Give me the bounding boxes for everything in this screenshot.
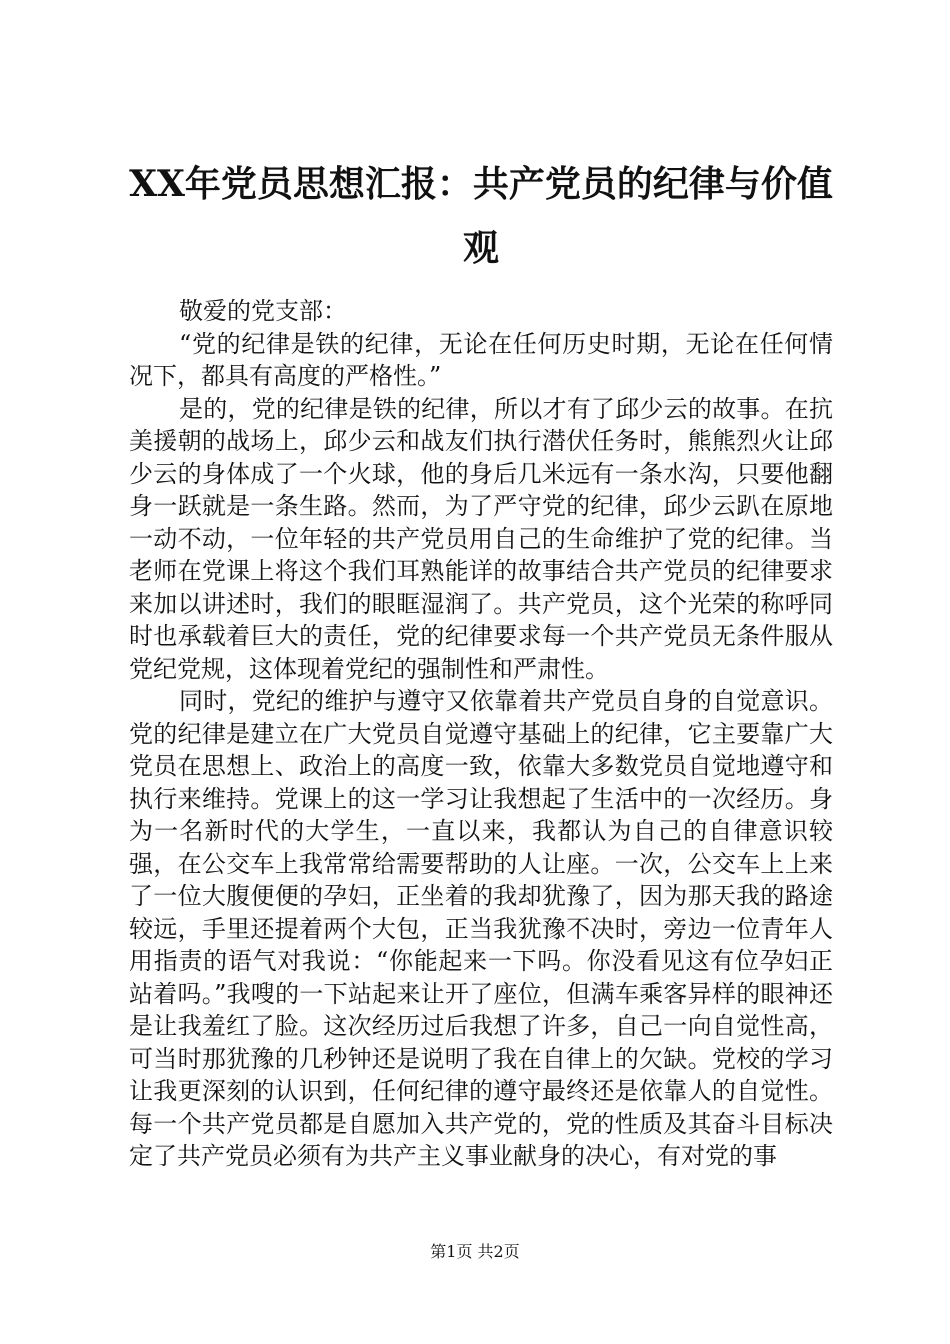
document-title: XX年党员思想汇报：共产党员的纪律与价值观 (129, 163, 833, 269)
paragraph-self-discipline: 同时，党纪的维护与遵守又依靠着共产党员自身的自觉意识。党的纪律是建立在广大党员自觉遵守基础上的纪律，它主要靠广大党员在思想上、政治上的高度一致，依靠大多数党员自觉地遵守和执行来维持。党课上的这一学习让我想起了生活中的一次经历。身为一名新时代的大学生，一直以来，我都认为自己的自律意识较强，在公交车上我常常给需要帮助的人让座。一次，公交车上上来了一位大腹便便的孕妇，正坐着的我却犹豫了，因为那天我的路途较远，手里还提着两个大包，正当我犹豫不决时，旁边一位青年人用指责的语气对我说：“你能起来一下吗。你没看见这有位孕妇正站着吗。”我嗖的一下站起来让开了座位，但满车乘客异样的眼神还是让我羞红了脸。这次经历过后我想了许多，自己一向自觉性高，可当时那犹豫的几秒钟还是说明了我在自律上的欠缺。党校的学习让我更深刻的认识到，任何纪律的遵守最终还是依靠人的自觉性。每一个共产党员都是自愿加入共产党的，党的性质及其奋斗目标决定了共产党员必须有为共产主义事业献身的决心，有对党的事 (129, 687, 833, 1170)
paragraph-qiu-shaoyun: 是的，党的纪律是铁的纪律，所以才有了邱少云的故事。在抗美援朝的战场上，邱少云和战友们执行潜伏任务时，熊熊烈火让邱少云的身体成了一个火球，他的身后几米远有一条水沟，只要他翻身一跃就是一条生路。然而，为了严守党的纪律，邱少云趴在原地一动不动，一位年轻的共产党员用自己的生命维护了党的纪律。当老师在党课上将这个我们耳熟能详的故事结合共产党员的纪律要求来加以讲述时，我们的眼眶湿润了。共产党员，这个光荣的称呼同时也承载着巨大的责任，党的纪律要求每一个共产党员无条件服从党纪党规，这体现着党纪的强制性和严肃性。 (129, 394, 833, 683)
paragraph-quote: “党的纪律是铁的纪律，无论在任何历史时期，无论在任何情况下，都具有高度的严格性。” (129, 329, 833, 390)
document-body (129, 295, 833, 1173)
salutation: 敬爱的党支部： (179, 297, 347, 325)
page-footer: 第1页 共2页 (430, 1242, 520, 1261)
